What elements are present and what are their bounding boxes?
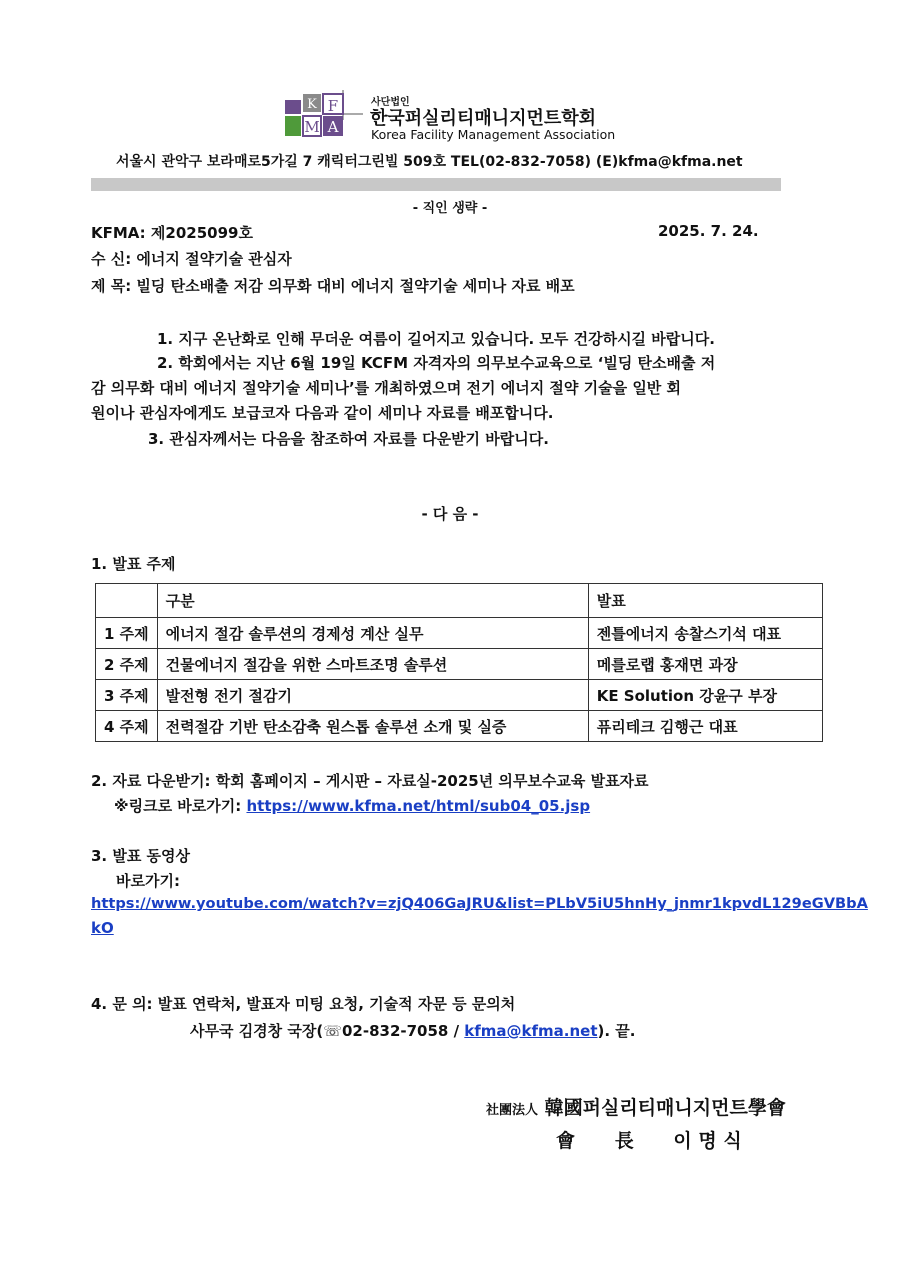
paragraph-2-line-3: 원이나 관심자에게도 보급코자 다음과 같이 세미나 자료를 배포합니다. — [91, 404, 554, 422]
video-link-line-1[interactable]: https://www.youtube.com/watch?v=zjQ406GaJRU&list=PLbV5iU5hnHy_jnmr1kpvdL129eGVBbA — [91, 895, 868, 912]
topic-title: 발전형 전기 절감기 — [157, 680, 588, 711]
topic-presenter: 메를로랩 홍재면 과장 — [588, 649, 822, 680]
paragraph-1: 1. 지구 온난화로 인해 무더운 여름이 길어지고 있습니다. 모두 건강하시길 바랍니다. — [157, 330, 715, 348]
logo-letter-m: M — [304, 118, 320, 136]
signature-org-prefix: 社團法人 — [486, 1103, 539, 1118]
section-4-title: 4. 문 의: 발표 연락처, 발표자 미팅 요청, 기술적 자문 등 문의처 — [91, 995, 516, 1013]
section-3-title: 3. 발표 동영상 — [91, 847, 191, 865]
topic-title: 에너지 절감 솔루션의 경제성 계산 실무 — [157, 618, 588, 649]
topics-table — [95, 583, 823, 742]
org-name-korean: 한국퍼실리티매니지먼트학회 — [370, 108, 597, 129]
signature-org-name: 韓國퍼실리티매니지먼트學會 — [544, 1097, 786, 1119]
topic-number: 3 주제 — [96, 680, 158, 711]
download-link-line — [114, 795, 590, 816]
paragraph-2-line-1: 2. 학회에서는 지난 6월 19일 KCFM 자격자의 의무보수교육으로 ‘빌딩 탄소배출 저 — [157, 354, 716, 372]
topic-presenter: KE Solution 강윤구 부장 — [588, 680, 822, 711]
signature-org — [486, 1093, 786, 1120]
table-row — [96, 618, 823, 649]
topic-number: 1 주제 — [96, 618, 158, 649]
video-link-line-2[interactable]: kO — [91, 919, 114, 937]
org-address: 서울시 관악구 보라매로5가길 7 캐릭터그린빌 509호 TEL(02-832-7058) (E)kfma@kfma.net — [116, 154, 743, 170]
paragraph-2-line-2: 감 의무화 대비 에너지 절약기술 세미나’를 개최하였으며 전기 에너지 절약 기술을 일반 회 — [91, 379, 682, 397]
table-row — [96, 680, 823, 711]
subject-line: 제 목: 빌딩 탄소배출 저감 의무화 대비 에너지 절약기술 세미나 자료 배포 — [91, 277, 575, 295]
org-type-label: 사단법인 — [371, 97, 410, 108]
seal-omitted-note: - 직인 생략 - — [412, 201, 488, 216]
logo-letter-f: F — [327, 97, 339, 115]
document-date: 2025. 7. 24. — [658, 222, 759, 240]
org-name-english: Korea Facility Management Association — [371, 127, 616, 142]
contact-email-link[interactable]: kfma@kfma.net — [464, 1022, 598, 1040]
topic-number: 2 주제 — [96, 649, 158, 680]
header-divider — [91, 178, 781, 191]
contact-suffix: ). 끝. — [597, 1022, 636, 1040]
table-header-cell: 발표 — [588, 584, 822, 618]
topic-presenter: 퓨리테크 김행근 대표 — [588, 711, 822, 742]
table-header-cell: 구분 — [157, 584, 588, 618]
table-header-cell — [96, 584, 158, 618]
video-shortcut-label: 바로가기: — [116, 872, 180, 890]
paragraph-3: 3. 관심자께서는 다음을 참조하여 자료를 다운받기 바랍니다. — [148, 430, 549, 448]
topic-title: 건물에너지 절감을 위한 스마트조명 솔루션 — [157, 649, 588, 680]
section-2-title: 2. 자료 다운받기: 학회 홈페이지 – 게시판 – 자료실-2025년 의무보수교육 발표자료 — [91, 772, 649, 790]
contact-line — [190, 1020, 636, 1041]
document-number: KFMA: 제2025099호 — [91, 224, 253, 242]
topic-title: 전력절감 기반 탄소감축 원스톱 솔루션 소개 및 실증 — [157, 711, 588, 742]
section-1-title: 1. 발표 주제 — [91, 555, 176, 573]
kfma-logo — [283, 90, 363, 145]
topic-presenter: 젠틀에너지 송찰스기석 대표 — [588, 618, 822, 649]
signature-president: 會 長 이 명 식 — [556, 1130, 742, 1152]
topic-number: 4 주제 — [96, 711, 158, 742]
logo-letter-a: A — [327, 118, 339, 136]
contact-prefix: 사무국 김경창 국장(☏02-832-7058 / — [190, 1022, 465, 1040]
recipient-line: 수 신: 에너지 절약기술 관심자 — [91, 250, 292, 268]
table-row — [96, 649, 823, 680]
download-link-label: ※링크로 바로가기: — [114, 797, 247, 815]
table-header-row — [96, 584, 823, 618]
notice-heading: - 다 음 - — [421, 505, 479, 523]
table-row — [96, 711, 823, 742]
download-link[interactable]: https://www.kfma.net/html/sub04_05.jsp — [246, 797, 591, 815]
logo-letter-k: K — [307, 97, 317, 112]
